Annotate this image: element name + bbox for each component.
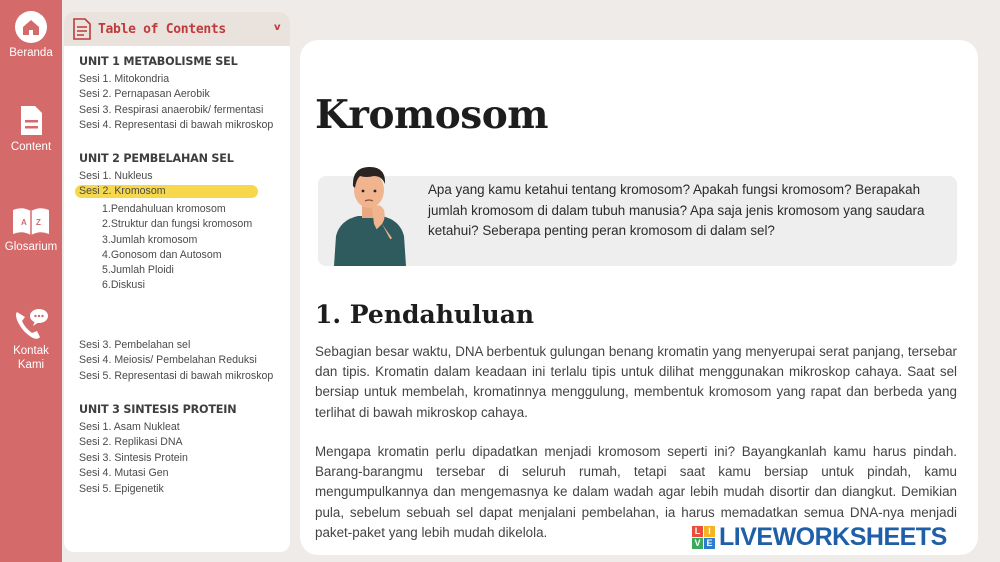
home-icon (14, 10, 48, 44)
toc-unit-1-session-1[interactable]: Sesi 1. Mitokondria (79, 73, 170, 85)
thinking-person-illustration (326, 154, 412, 266)
toc-header[interactable] (64, 12, 290, 46)
toc-unit-1-session-3[interactable]: Sesi 3. Respirasi anaerobik/ fermentasi (79, 104, 264, 116)
toc-unit-3-session-2[interactable]: Sesi 2. Replikasi DNA (79, 436, 183, 448)
callout-text: Apa yang kamu ketahui tentang kromosom? Apakah fungsi kromosom? Berapakah jumlah kromosom di dalam tubuh manusia? Apa saja jenis kromosom yang saudara ketahui? Seberapa penting peran kromosom di dalam sel? (428, 182, 925, 238)
nav-home-label: Beranda (9, 47, 53, 59)
toc-unit-2-session-5[interactable]: Sesi 5. Representasi di bawah mikroskop (79, 370, 274, 382)
toc-unit-3-session-5[interactable]: Sesi 5. Epigenetik (79, 483, 164, 495)
toc-unit-3-session-1[interactable]: Sesi 1. Asam Nukleat (79, 421, 180, 433)
watermark-text: LIVEWORKSHEETS (719, 522, 947, 551)
liveworksheets-watermark (692, 522, 947, 552)
svg-text:A: A (21, 218, 27, 227)
toc-unit-2-session-3[interactable]: Sesi 3. Pembelahan sel (79, 339, 191, 351)
toc-subtopic-2[interactable]: 2.Struktur dan fungsi kromosom (102, 218, 253, 230)
toc-unit-2-title: UNIT 2 PEMBELAHAN SEL (79, 152, 234, 165)
toc-toggle-chevron-icon[interactable]: v (274, 22, 281, 33)
toc-unit-1-session-4[interactable]: Sesi 4. Representasi di bawah mikroskop (79, 119, 274, 131)
page-title: Kromosom (315, 92, 548, 138)
nav-contact[interactable] (0, 306, 62, 372)
toc-subtopic-3[interactable]: 3.Jumlah kromosom (102, 234, 198, 246)
nav-content-label: Content (10, 141, 52, 153)
section-title: 1. Pendahuluan (315, 300, 535, 329)
logo-letter-e: E (704, 538, 715, 549)
nav-contact-label-2: Kami (17, 359, 45, 371)
list-document-icon (72, 18, 92, 40)
logo-letter-i: I (704, 526, 715, 537)
document-icon (17, 104, 45, 138)
toc-subtopic-6[interactable]: 6.Diskusi (102, 279, 145, 291)
toc-subtopic-1[interactable]: 1.Pendahuluan kromosom (102, 203, 226, 215)
toc-unit-1-session-2[interactable]: Sesi 2. Pernapasan Aerobik (79, 88, 210, 100)
paragraph-1: Sebagian besar waktu, DNA berbentuk gulungan benang kromatin yang menyerupai serat panjang, tersebar dan tipis. Kromatin dalam keadaan ini terlalu tipis untuk dilihat menggunakan mikroskop cahaya. Saat sel bersiap untuk membelah, kromatinnya menggulung, membentuk kromosom yang rapat dan berbeda yang terlihat di bawah mikroskop cahaya. (315, 344, 957, 420)
question-callout (318, 176, 957, 266)
nav-home[interactable] (0, 10, 62, 60)
toc-unit-1-title: UNIT 1 METABOLISME SEL (79, 55, 238, 68)
toc-title: Table of Contents (98, 21, 226, 37)
content-card (300, 40, 978, 555)
nav-glossary-label: Glosarium (4, 241, 58, 253)
nav-rail (0, 0, 62, 562)
logo-letter-l: L (692, 526, 703, 537)
toc-unit-3-session-3[interactable]: Sesi 3. Sintesis Protein (79, 452, 188, 464)
toc-unit-2-session-1[interactable]: Sesi 1. Nukleus (79, 170, 153, 182)
toc-subtopic-4[interactable]: 4.Gonosom dan Autosom (102, 249, 222, 261)
toc-unit-3-title: UNIT 3 SINTESIS PROTEIN (79, 403, 237, 416)
phone-chat-icon (11, 306, 51, 342)
svg-text:Z: Z (36, 218, 41, 227)
toc-unit-2-session-2-active[interactable]: Sesi 2. Kromosom (75, 185, 258, 198)
toc-panel (64, 12, 290, 552)
toc-unit-2-session-4[interactable]: Sesi 4. Meiosis/ Pembelahan Reduksi (79, 354, 257, 366)
liveworksheets-logo-icon (692, 526, 715, 549)
toc-subtopic-5[interactable]: 5.Jumlah Ploidi (102, 264, 174, 276)
nav-content[interactable] (0, 104, 62, 154)
nav-contact-label-1: Kontak (13, 345, 49, 357)
logo-letter-v: V (692, 538, 703, 549)
book-icon (10, 204, 52, 238)
nav-glossary[interactable] (0, 204, 62, 254)
paragraph-2: Mengapa kromatin perlu dipadatkan menjadi kromosom seperti ini? Bayangkanlah kamu harus pindah. Barang-barangmu tersebar di seluruh rumah, tetapi saat kamu bersiap untuk pindah, kamu mengumpulkannya dan mengemasnya ke dalam wadah agar lebih mudah disortir dan diangkut. Demikian pula, sebelum sebuah sel dapat menjalani pembelahan, ia harus memadatkan semua DNA-nya menjadi paket-paket yang lebih mudah dikelola. (315, 444, 957, 540)
toc-unit-3-session-4[interactable]: Sesi 4. Mutasi Gen (79, 467, 169, 479)
